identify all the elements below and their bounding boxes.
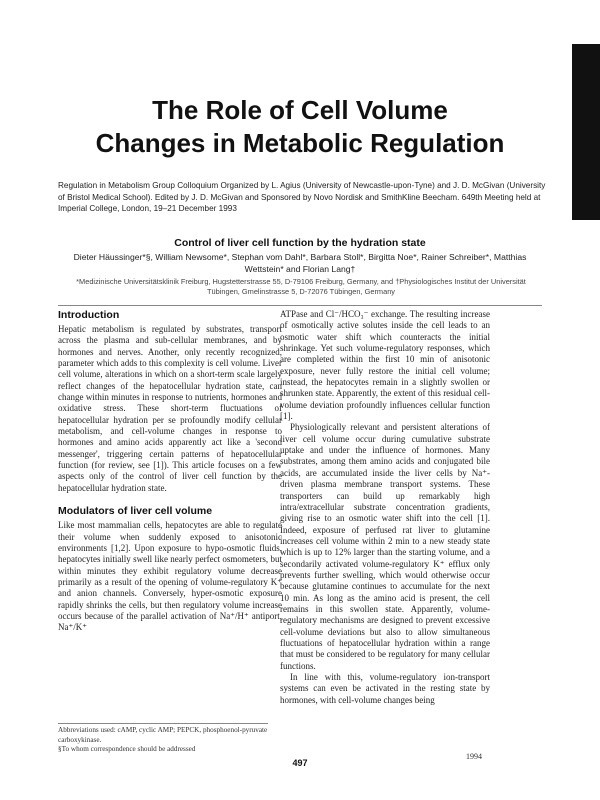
page-number: 497 xyxy=(292,758,308,768)
introduction-paragraph: Hepatic metabolism is regulated by substrates, transport across the plasma and sub-cellular membranes, and by hormones and nerves. Another, only recently recognized, parameter which adds to this complexity is cell volume. Liver cell volume, alterations in which on a short-term scale largely reflect changes of the hepatocellular hydration state, can change within minutes in response to nutrients, hormones and oxidative stress. These short-term fluctuations of hepatocellular hydration per se profoundly modify cellular metabolism, and cell-volume changes in response to hormones and amino acids apparently act like a 'second messenger', triggering certain patterns of hepatocellular function (for review, see [1]). This article focuses on a few aspects only of the control of liver cell function by the hepatocellular hydration state. xyxy=(58,324,282,493)
title-line-2: Changes in Metabolic Regulation xyxy=(95,128,505,158)
right-paragraph-3: In line with this, volume-regulatory ion-transport systems can even be activated in the resting state by hormones, with cell-volume changes being xyxy=(280,672,490,705)
page-title xyxy=(40,94,560,160)
left-column xyxy=(58,309,282,634)
introduction-heading: Introduction xyxy=(58,309,120,321)
header-divider xyxy=(58,305,542,306)
abbreviations-footnote: Abbreviations used: cAMP, cyclic AMP; PEPCK, phosphoenol-pyruvate carboxykinase. xyxy=(58,726,268,744)
right-paragraph-1: ATPase and Cl⁻/HCO₃⁻ exchange. The resulting increase of osmotically active solutes inside the cell leads to an osmotic water shift which counteracts the initial shrinkage. Yet such volume-regulatory responses, which are completed within the first 10 min of anisotonic exposure, never fully restore the initial cell volume; instead, the hepatocytes remain in a slightly swollen or shrunken state. Apparently, the extent of this residual cell-volume deviation profoundly influences cellular function [1]. xyxy=(280,309,490,422)
correspondence-footnote: §To whom correspondence should be addressed xyxy=(58,745,196,753)
affiliation: *Medizinische Universitätsklinik Freiburg, Hugstetterstrasse 55, D-79106 Freiburg, Germany, and †Physiologisches Institut der Universität Tübingen, Gmelinstrasse 5, D-72076 Tübingen, Germany xyxy=(76,277,526,296)
article-title: Control of liver cell function by the hydration state xyxy=(174,237,426,249)
colloquium-info: Regulation in Metabolism Group Colloquium Organized by L. Agius (University of Newcastle-upon-Tyne) and J. D. McGivan (University of Bristol Medical School). Edited by J. D. McGivan and Sponsored by Novo Nordisk and SmithKline Beecham. 649th Meeting held at Imperial College, London, 19–21 December 1993 xyxy=(58,181,546,213)
author-list: Dieter Häussinger*§, William Newsome*, Stephan vom Dahl*, Barbara Stoll*, Birgitta Noe*, Rainer Schreiber*, Matthias Wettstein* and Florian Lang† xyxy=(73,252,527,274)
title-line-1: The Role of Cell Volume xyxy=(152,95,448,125)
footnotes xyxy=(58,723,268,755)
right-paragraph-2: Physiologically relevant and persistent alterations of liver cell volume occur during cumulative substrate uptake and under the influence of hormones. Many substrates, among them amino acids and conjugated bile acids, are accumulated inside the liver cells by Na⁺-driven plasma membrane transport systems. These transporters can build up remarkably high intra/extracellular substrate concentration gradients, giving rise to an osmotic water shift into the cell [1]. Indeed, exposure of perfused rat liver to glutamine increases cell volume within 2 min to a new steady state which is up to 12% larger than the starting volume, and a secondarily activated volume-regulatory K⁺ efflux only prevents further swelling, which would otherwise occur because glutamine continues to accumulate for the next 10 min. As long as the amino acid is present, the cell remains in this swollen state. Apparently, volume-regulatory mechanisms are designed to prevent excessive cell-volume deviations but also to allow simultaneous fluctuations of hepatocellular hydration within a range that must be considered to be regulatory for many cellular functions. xyxy=(280,422,490,671)
volume-year: 1994 xyxy=(466,752,482,761)
modulators-heading: Modulators of liver cell volume xyxy=(58,505,213,518)
journal-side-bar xyxy=(572,44,600,220)
modulators-paragraph: Like most mammalian cells, hepatocytes are able to regulate their volume when suddenly exposed to anisotonic environments [1,2]. Upon exposure to hypo-osmotic fluids, hepatocytes initially swell like nearly perfect osmometers, but within minutes they exhibit regulatory volume decrease primarily as a result of the opening of volume-regulatory K⁺ and anion channels. Conversely, hyper-osmotic exposure rapidly shrinks the cells, but then regulatory volume increase occurs because of the parallel activation of Na⁺/H⁺ antiport, Na⁺/K⁺ xyxy=(58,520,282,633)
right-column xyxy=(280,309,490,706)
